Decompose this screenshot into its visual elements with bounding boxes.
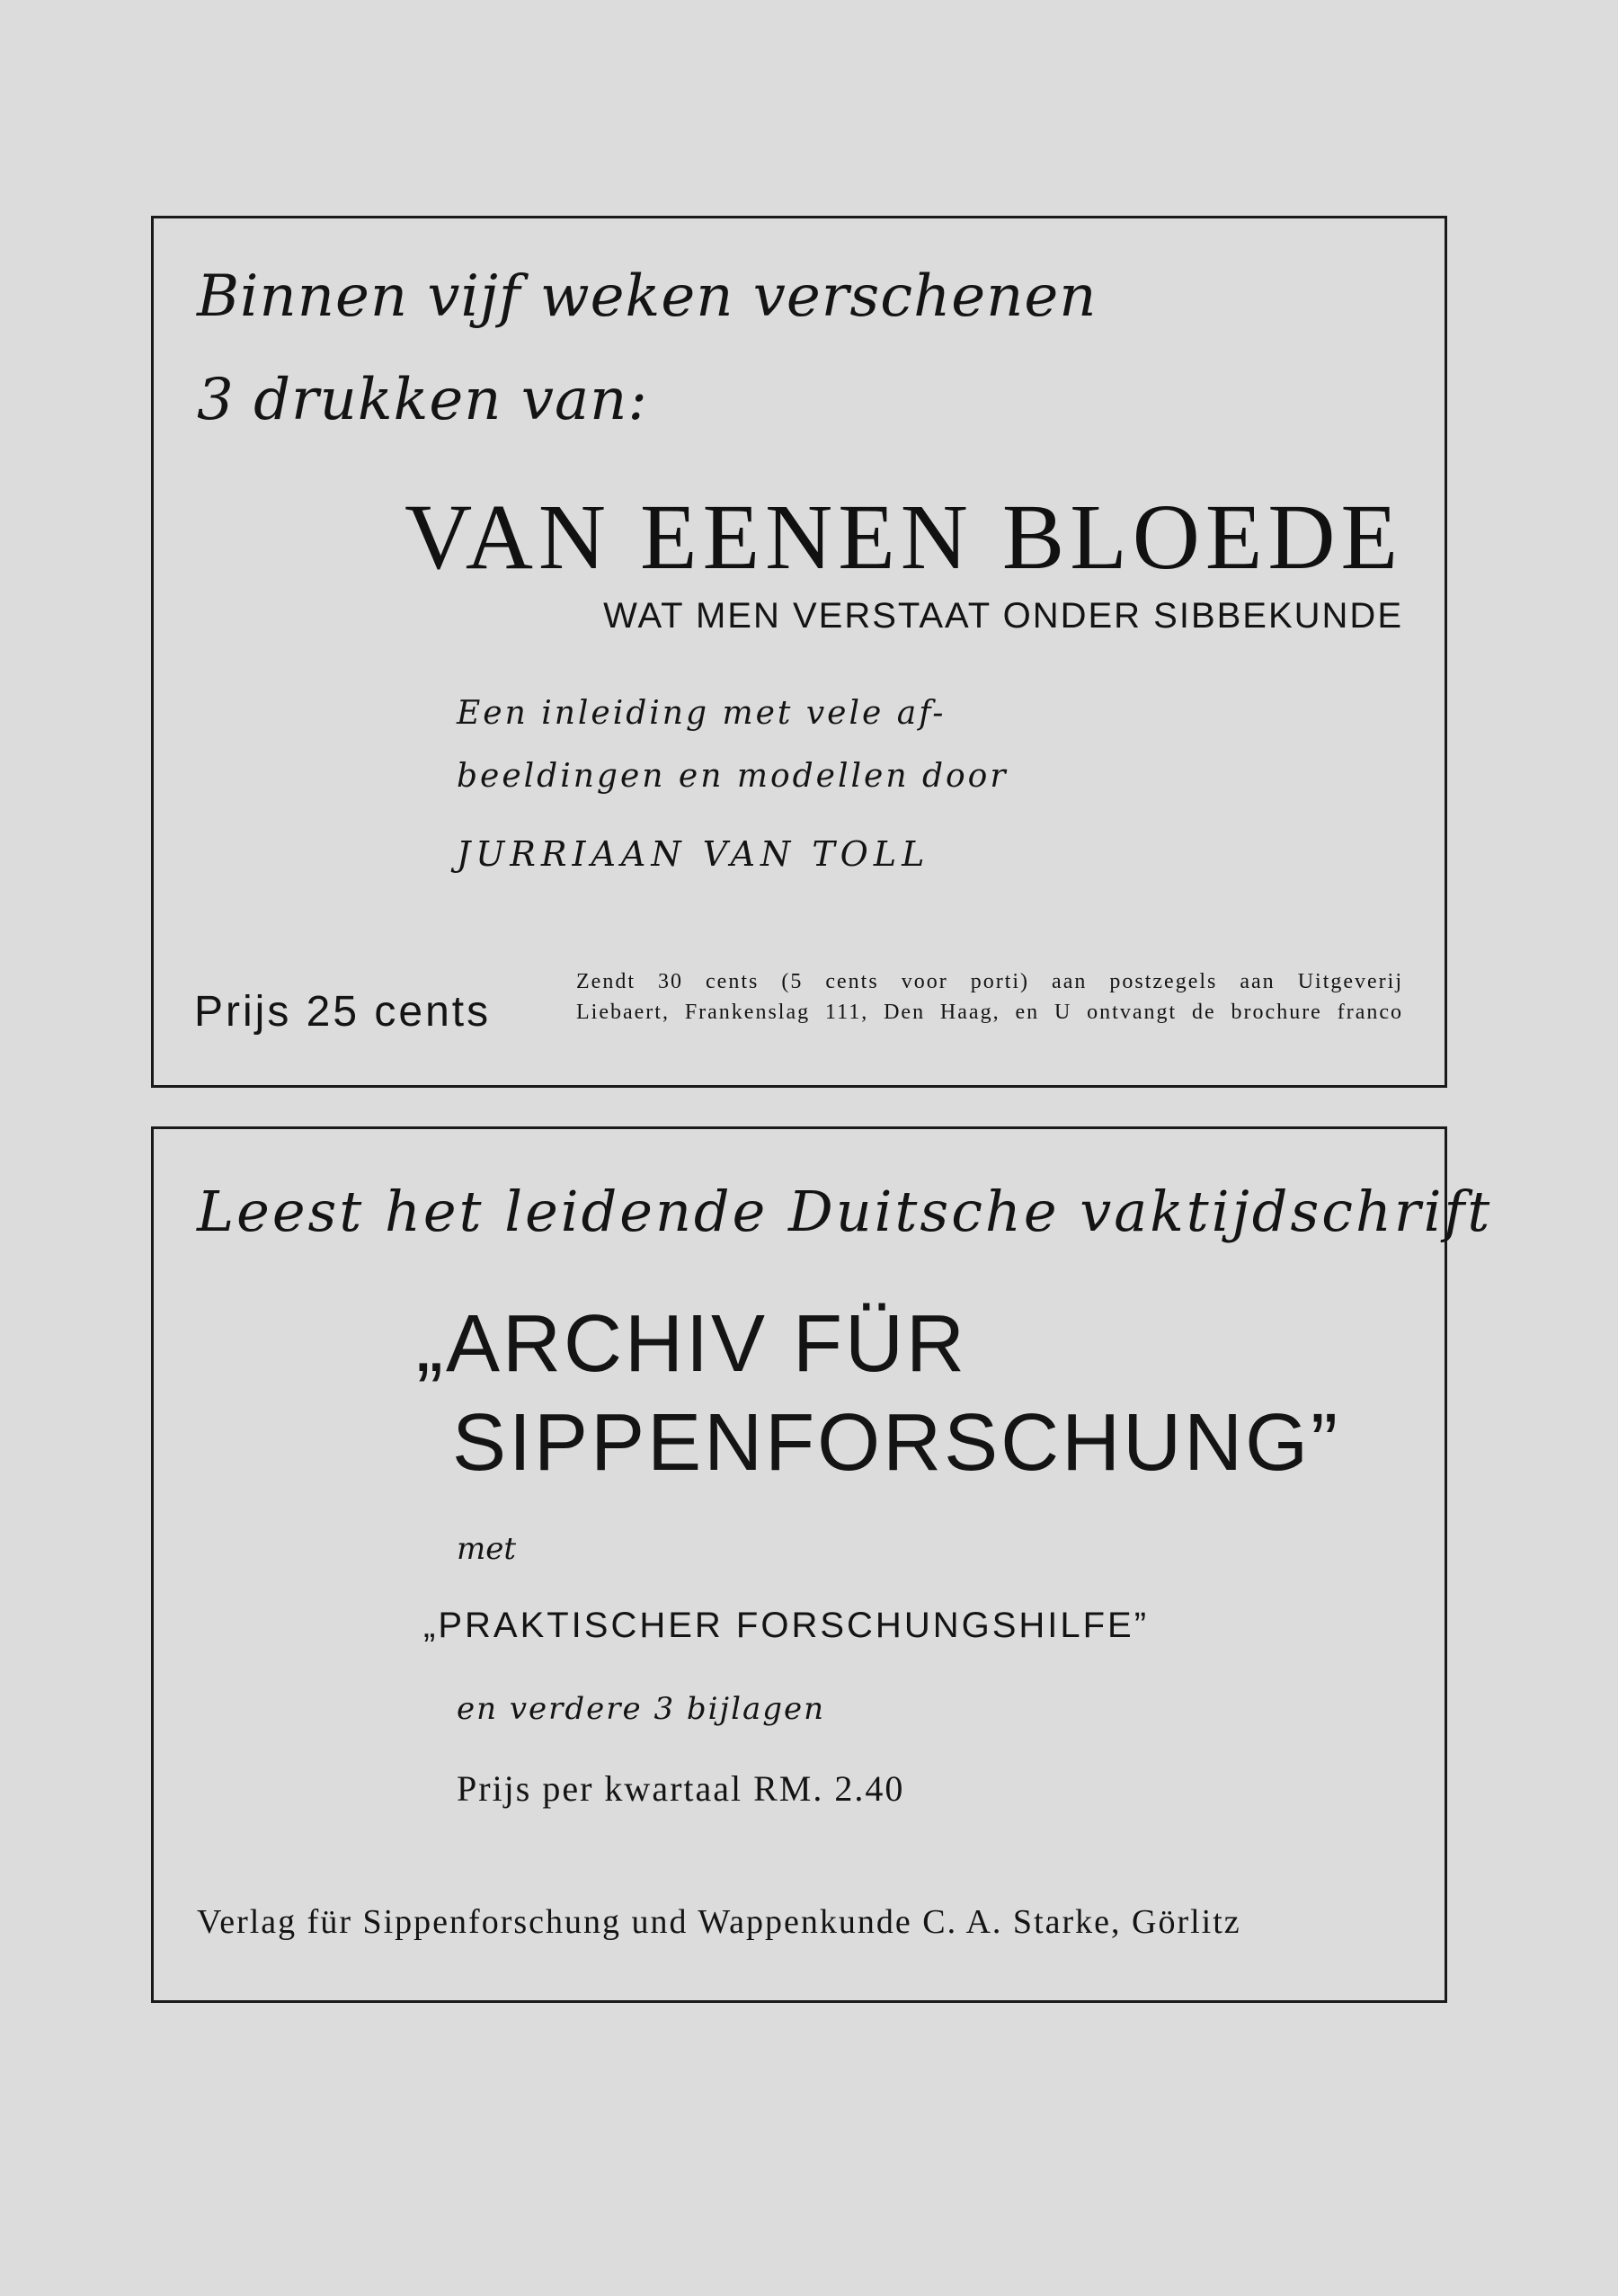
book-subtitle: WAT MEN VERSTAAT ONDER SIBBEKUNDE bbox=[603, 596, 1403, 636]
journal-title-line-1: „ARCHIV FÜR bbox=[416, 1299, 967, 1389]
book-title: VAN EENEN BLOEDE bbox=[404, 485, 1403, 589]
subscription-price: Prijs per kwartaal RM. 2.40 bbox=[457, 1768, 905, 1809]
supplement-title: „PRAKTISCHER FORSCHUNGSHILFE” bbox=[423, 1606, 1150, 1645]
advertisement-van-eenen-bloede bbox=[151, 216, 1447, 1088]
headline: Leest het leidende Duitsche vaktijdschrift bbox=[197, 1179, 1493, 1244]
advertisement-archiv-fur-sippenforschung bbox=[151, 1126, 1493, 2003]
connector-text: met bbox=[457, 1531, 517, 1567]
headline-line-2: 3 drukken van: bbox=[197, 367, 648, 433]
order-note bbox=[576, 966, 1403, 1028]
order-note-line-1: Zendt 30 cents (5 cents voor porti) aan postzegels aan Uitgeverij bbox=[576, 970, 1403, 993]
extra-supplements: en verdere 3 bijlagen bbox=[457, 1691, 826, 1727]
description-line-1: Een inleiding met vele af- bbox=[457, 695, 947, 732]
author-name: JURRIAAN VAN TOLL bbox=[457, 834, 930, 874]
description-line-2: beeldingen en modellen door bbox=[457, 758, 1009, 795]
publisher-line: Verlag für Sippenforschung und Wappenkunde C. A. Starke, Görlitz bbox=[197, 1903, 1241, 1941]
journal-title-line-2: SIPPENFORSCHUNG” bbox=[452, 1398, 1341, 1488]
price: Prijs 25 cents bbox=[194, 988, 492, 1036]
headline-line-1: Binnen vijf weken verschenen bbox=[197, 263, 1098, 330]
order-note-line-2: Liebaert, Frankenslag 111, Den Haag, en U ontvangt de brochure franco bbox=[576, 1001, 1403, 1024]
